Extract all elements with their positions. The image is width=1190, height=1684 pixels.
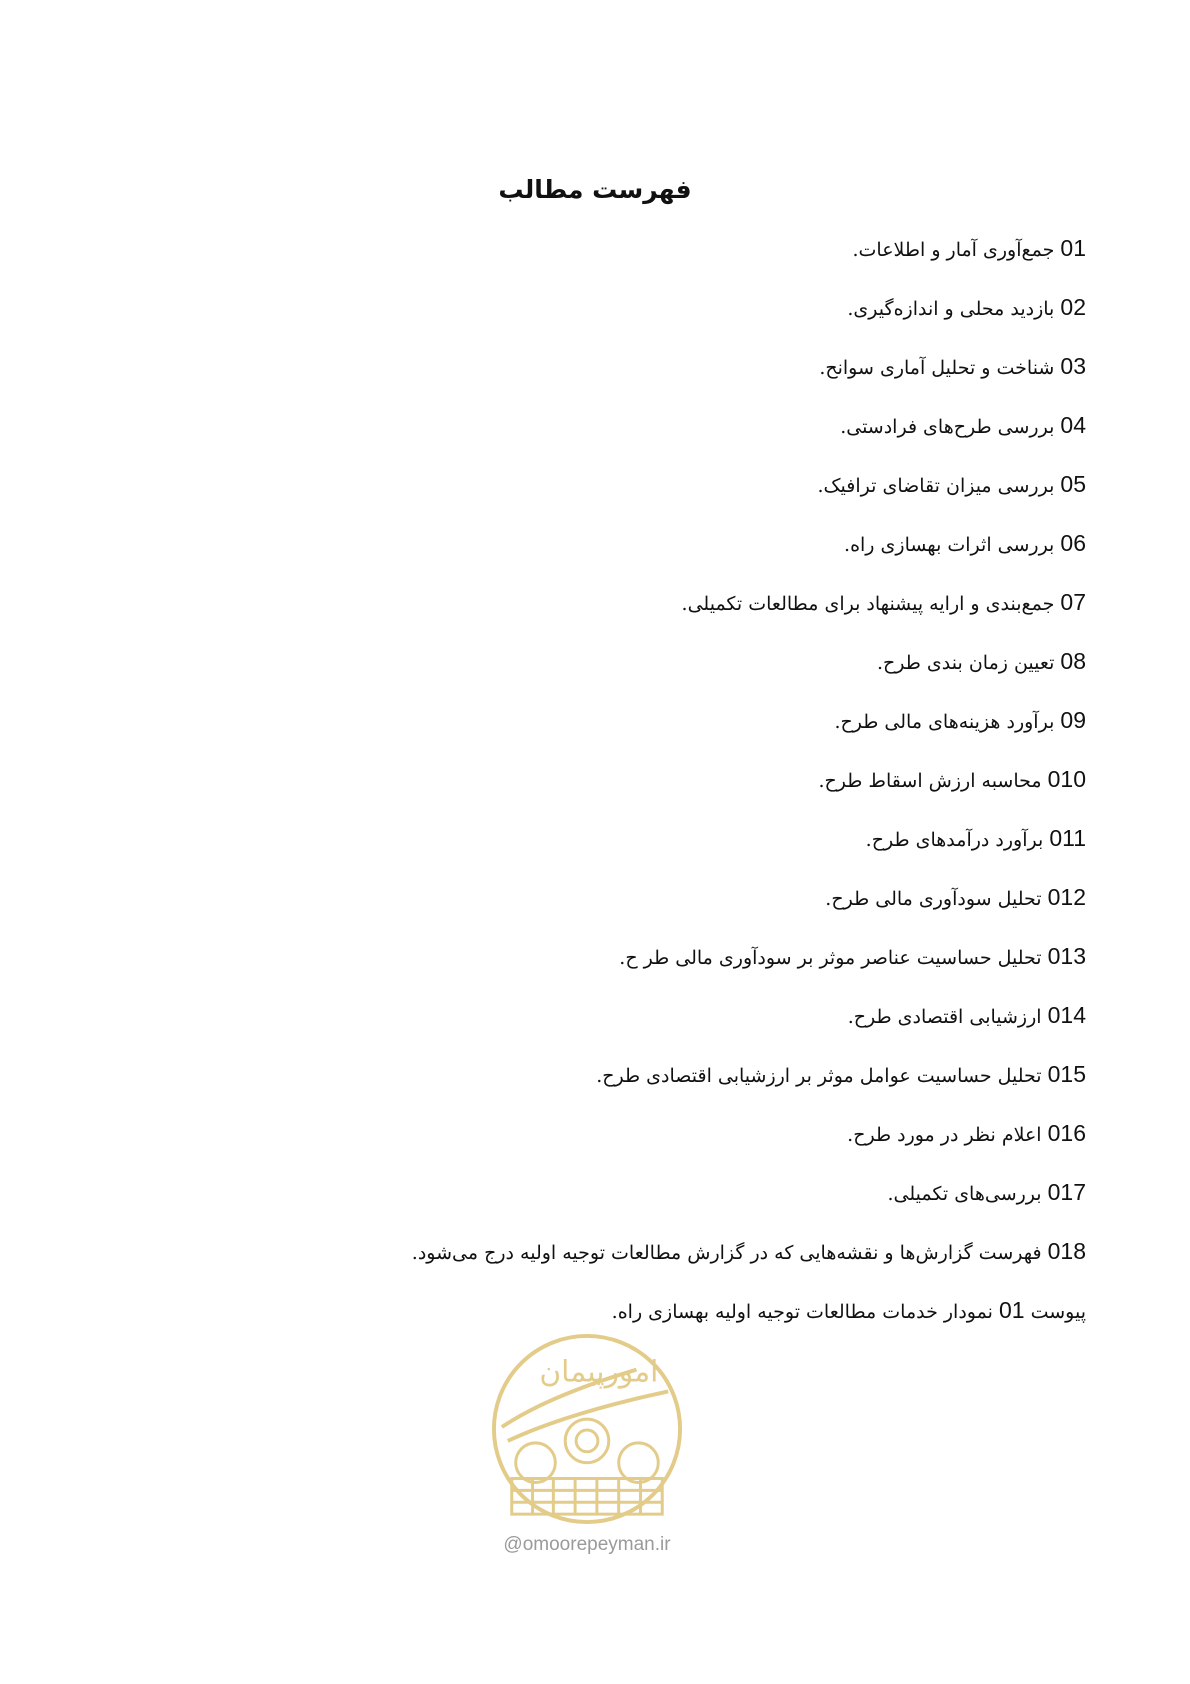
toc-number: 014 [1047,1002,1086,1028]
toc-text: جمع‌بندی و ارایه پیشنهاد برای مطالعات تکمیلی. [681,593,1055,615]
toc-number: 01 [998,1297,1025,1323]
toc-text: ارزشیابی اقتصادی طرح. [847,1006,1042,1028]
toc-number: 017 [1047,1179,1086,1205]
watermark-seal [488,1330,686,1558]
toc-number: 07 [1060,589,1086,615]
toc-item-02 [412,289,1086,348]
toc-item-09 [412,702,1086,761]
toc-text: بررسی میزان تقاضای ترافیک. [817,475,1055,497]
toc-item-07 [412,584,1086,643]
toc-item-01 [412,230,1086,289]
toc-list [412,230,1086,1351]
toc-item-012 [412,879,1086,938]
toc-item-010 [412,761,1086,820]
toc-number: 04 [1060,412,1086,438]
toc-item-018 [412,1233,1086,1292]
toc-number: 05 [1060,471,1086,497]
toc-text: تحلیل حساسیت عناصر موثر بر سودآوری مالی طر ح. [619,947,1042,969]
toc-item-013 [412,938,1086,997]
toc-item-05 [412,466,1086,525]
toc-item-011 [412,820,1086,879]
toc-prefix: پیوست [1030,1301,1086,1323]
toc-number: 018 [1047,1238,1086,1264]
toc-item-015 [412,1056,1086,1115]
toc-number: 01 [1060,235,1086,261]
toc-text: تحلیل سودآوری مالی طرح. [825,888,1042,910]
toc-text: جمع‌آوری آمار و اطلاعات. [852,239,1055,261]
toc-text: بررسی اثرات بهسازی راه. [844,534,1055,556]
page-title: فهرست مطالب [498,175,692,204]
toc-number: 03 [1060,353,1086,379]
toc-text: اعلام نظر در مورد طرح. [847,1124,1042,1146]
toc-number: 015 [1047,1061,1086,1087]
toc-item-06 [412,525,1086,584]
toc-item-08 [412,643,1086,702]
toc-number: 08 [1060,648,1086,674]
toc-item-04 [412,407,1086,466]
toc-text: برآورد هزینه‌های مالی طرح. [834,711,1055,733]
watermark-url: @omoorepeyman.ir [503,1534,671,1555]
toc-item-017 [412,1174,1086,1233]
seal-logo-text: امورپیمان [539,1354,659,1390]
toc-text: بازدید محلی و اندازه‌گیری. [847,298,1055,320]
toc-number: 010 [1047,766,1086,792]
toc-item-014 [412,997,1086,1056]
toc-number: 013 [1047,943,1086,969]
toc-number: 016 [1047,1120,1086,1146]
toc-text: فهرست گزارش‌ها و نقشه‌هایی که در گزارش مطالعات توجیه اولیه درج می‌شود. [411,1242,1042,1264]
toc-item-03 [412,348,1086,407]
toc-number: 02 [1060,294,1086,320]
toc-text: شناخت و تحلیل آماری سوانح. [819,357,1055,379]
toc-text: نمودار خدمات مطالعات توجیه اولیه بهسازی راه. [611,1301,993,1323]
toc-text: برآورد درآمدهای طرح. [865,829,1044,851]
toc-text: بررسی‌های تکمیلی. [887,1183,1042,1205]
toc-number: 011 [1049,825,1086,851]
seal-logo-icon [488,1330,686,1528]
toc-text: محاسبه ارزش اسقاط طرح. [818,770,1042,792]
toc-text: تعیین زمان بندی طرح. [876,652,1055,674]
toc-item-016 [412,1115,1086,1174]
toc-number: 06 [1060,530,1086,556]
toc-number: 09 [1060,707,1086,733]
toc-text: بررسی طرح‌های فرادستی. [840,416,1055,438]
toc-number: 012 [1047,884,1086,910]
toc-text: تحلیل حساسیت عوامل موثر بر ارزشیابی اقتصادی طرح. [596,1065,1042,1087]
